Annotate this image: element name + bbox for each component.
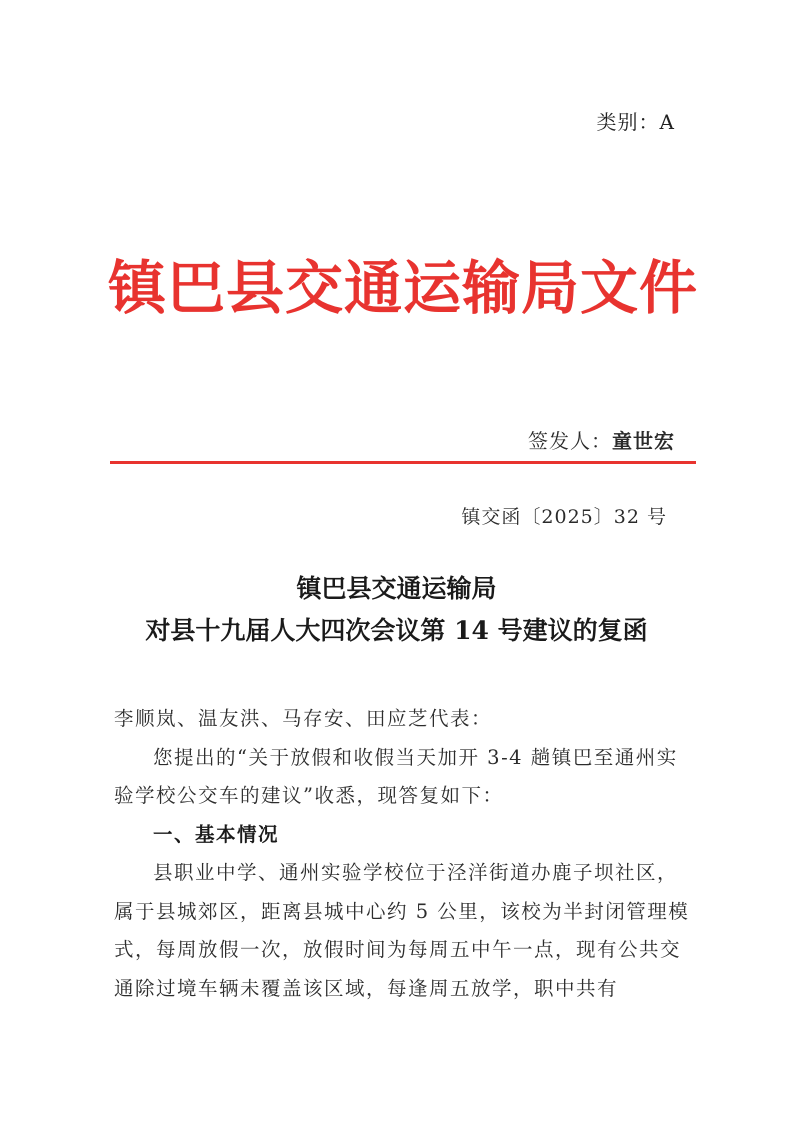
document-category: 类别：A [596,110,675,134]
title-line-1: 镇巴县交通运输局 [296,574,497,603]
red-divider [110,461,696,464]
section-heading: 一、基本情况 [153,822,280,846]
signer-label: 签发人： [528,429,612,453]
intro-paragraph: 您提出的“关于放假和收假当天加开 3-4 趟镇巴至通州实验学校公交车的建议”收悉，现答复如下： [114,745,678,807]
section-paragraph: 县职业中学、通州实验学校位于泾洋街道办鹿子坝社区，属于县城郊区，距离县城中心约 5 公里，该校为半封闭管理模式，每周放假一次，放假时间为每周五中午一点，现有公共交通除过境车辆未覆盖该区域，每逢周五放学，职中共有 [114,861,690,1000]
document-number: 镇交函〔2025〕32 号 [461,506,667,528]
title-line-2: 对县十九届人大四次会议第 14 号建议的复函 [145,616,648,645]
masthead-title: 镇巴县交通运输局文件 [108,254,699,322]
signer-line [528,425,675,454]
salutation: 李顺岚、温友洪、马存安、田应芝代表： [114,707,493,730]
document-title [0,568,793,652]
signer-name: 童世宏 [612,429,675,453]
document-body [114,700,694,1008]
